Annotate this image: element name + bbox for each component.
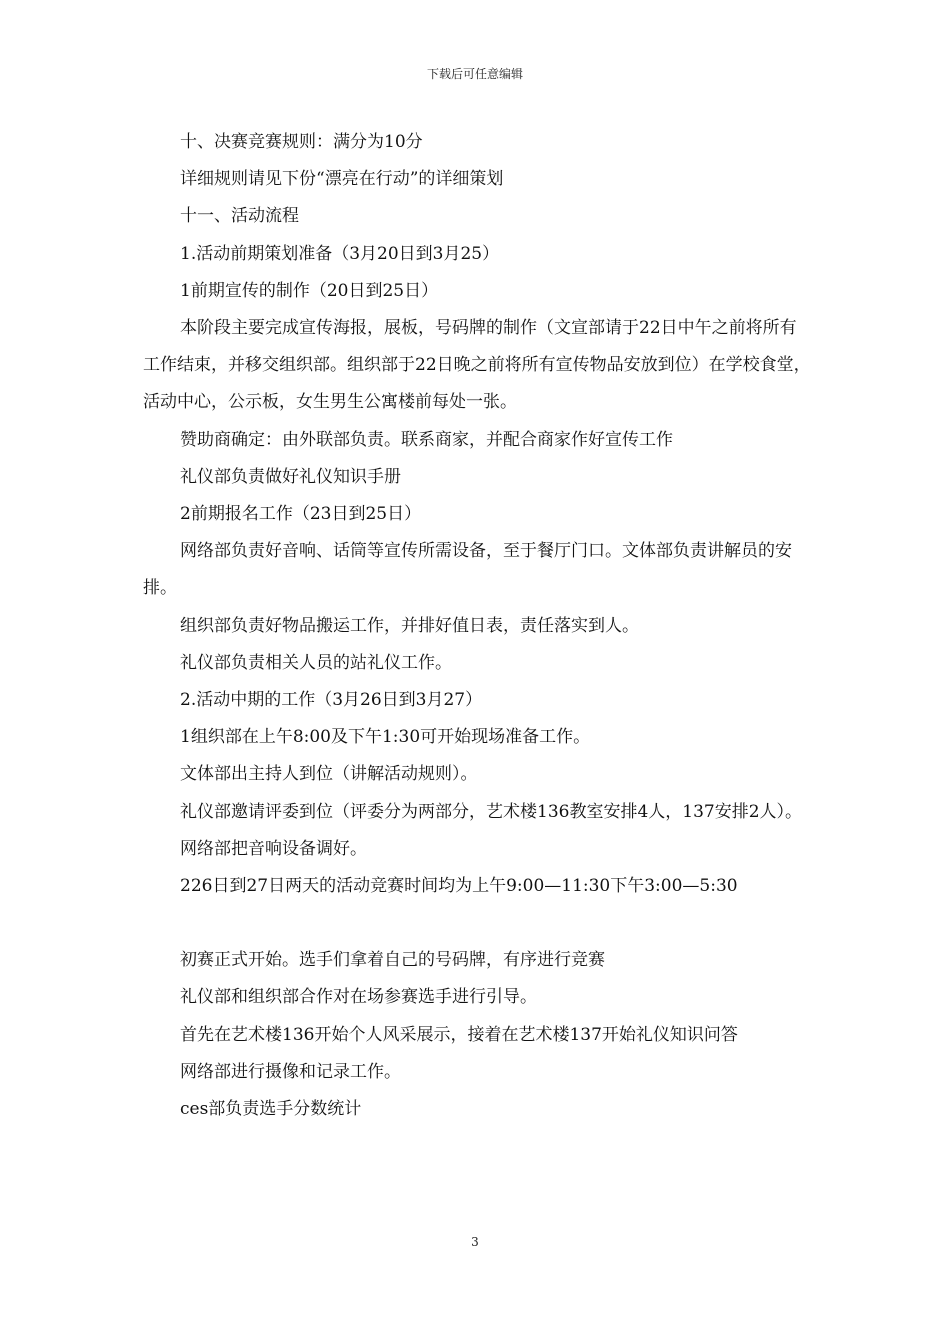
paragraph-etiquette-staff: 礼仪部负责相关人员的站礼仪工作。 [180,652,452,673]
paragraph-setup-time: 1组织部在上午8:00及下午1:30可开始现场准备工作。 [180,727,591,748]
page-number: 3 [471,1235,479,1249]
paragraph-recording: 网络部进行摄像和记录工作。 [180,1061,401,1082]
paragraph-judges: 礼仪部邀请评委到位（评委分为两部分，艺术楼136教室安排4人，137安排2人）。 [180,801,803,822]
blank-line [143,905,813,942]
paragraph-audio-setup: 网络部把音响设备调好。 [180,838,367,859]
subheading-early-stage: 1.活动前期策划准备（3月20日到3月25） [180,243,500,264]
section-heading-final-rules: 十、决赛竞赛规则：满分为10分 [180,132,423,152]
section-heading-activity-flow: 十一、活动流程 [180,206,299,227]
paragraph-organization-duty: 组织部负责好物品搬运工作，并排好值日表，责任落实到人。 [180,615,639,636]
paragraph-preliminary-start: 初赛正式开始。选手们拿着自己的号码牌，有序进行竞赛 [180,950,605,971]
paragraph-host: 文体部出主持人到位（讲解活动规则）。 [180,764,478,785]
subheading-promotion: 1前期宣传的制作（20日到25日） [180,280,439,301]
paragraph-showcase-order: 首先在艺术楼136开始个人风采展示，接着在艺术楼137开始礼仪知识问答 [180,1024,738,1045]
paragraph-etiquette-manual: 礼仪部负责做好礼仪知识手册 [180,466,401,487]
subheading-mid-stage: 2.活动中期的工作（3月26日到3月27） [180,690,483,711]
paragraph-scoring: ces部负责选手分数统计 [180,1099,362,1120]
paragraph-rules-reference: 详细规则请见下份“漂亮在行动”的详细策划 [180,169,504,190]
paragraph-competition-time: 226日到27日两天的活动竞赛时间均为上午9:00—11:30下午3:00—5:30 [180,876,738,897]
paragraph-network-equipment: 网络部负责好音响、话筒等宣传所需设备，至于餐厅门口。文体部负责讲解员的安排。 [143,541,792,599]
paragraph-promotion-details: 本阶段主要完成宣传海报，展板，号码牌的制作（文宣部请于22日中午之前将所有工作结束，并移交组织部。组织部于22日晚之前将所有宣传物品安放到位）在学校食堂，活动中心，公示板，女生男生公寓楼前每处一张。 [143,318,811,413]
paragraph-sponsor: 赞助商确定：由外联部负责。联系商家，并配合商家作好宣传工作 [180,429,673,450]
page-header: 下载后可任意编辑 [426,67,523,81]
document-body [143,124,813,1128]
subheading-registration: 2前期报名工作（23日到25日） [180,504,422,525]
paragraph-guidance: 礼仪部和组织部合作对在场参赛选手进行引导。 [180,987,537,1008]
